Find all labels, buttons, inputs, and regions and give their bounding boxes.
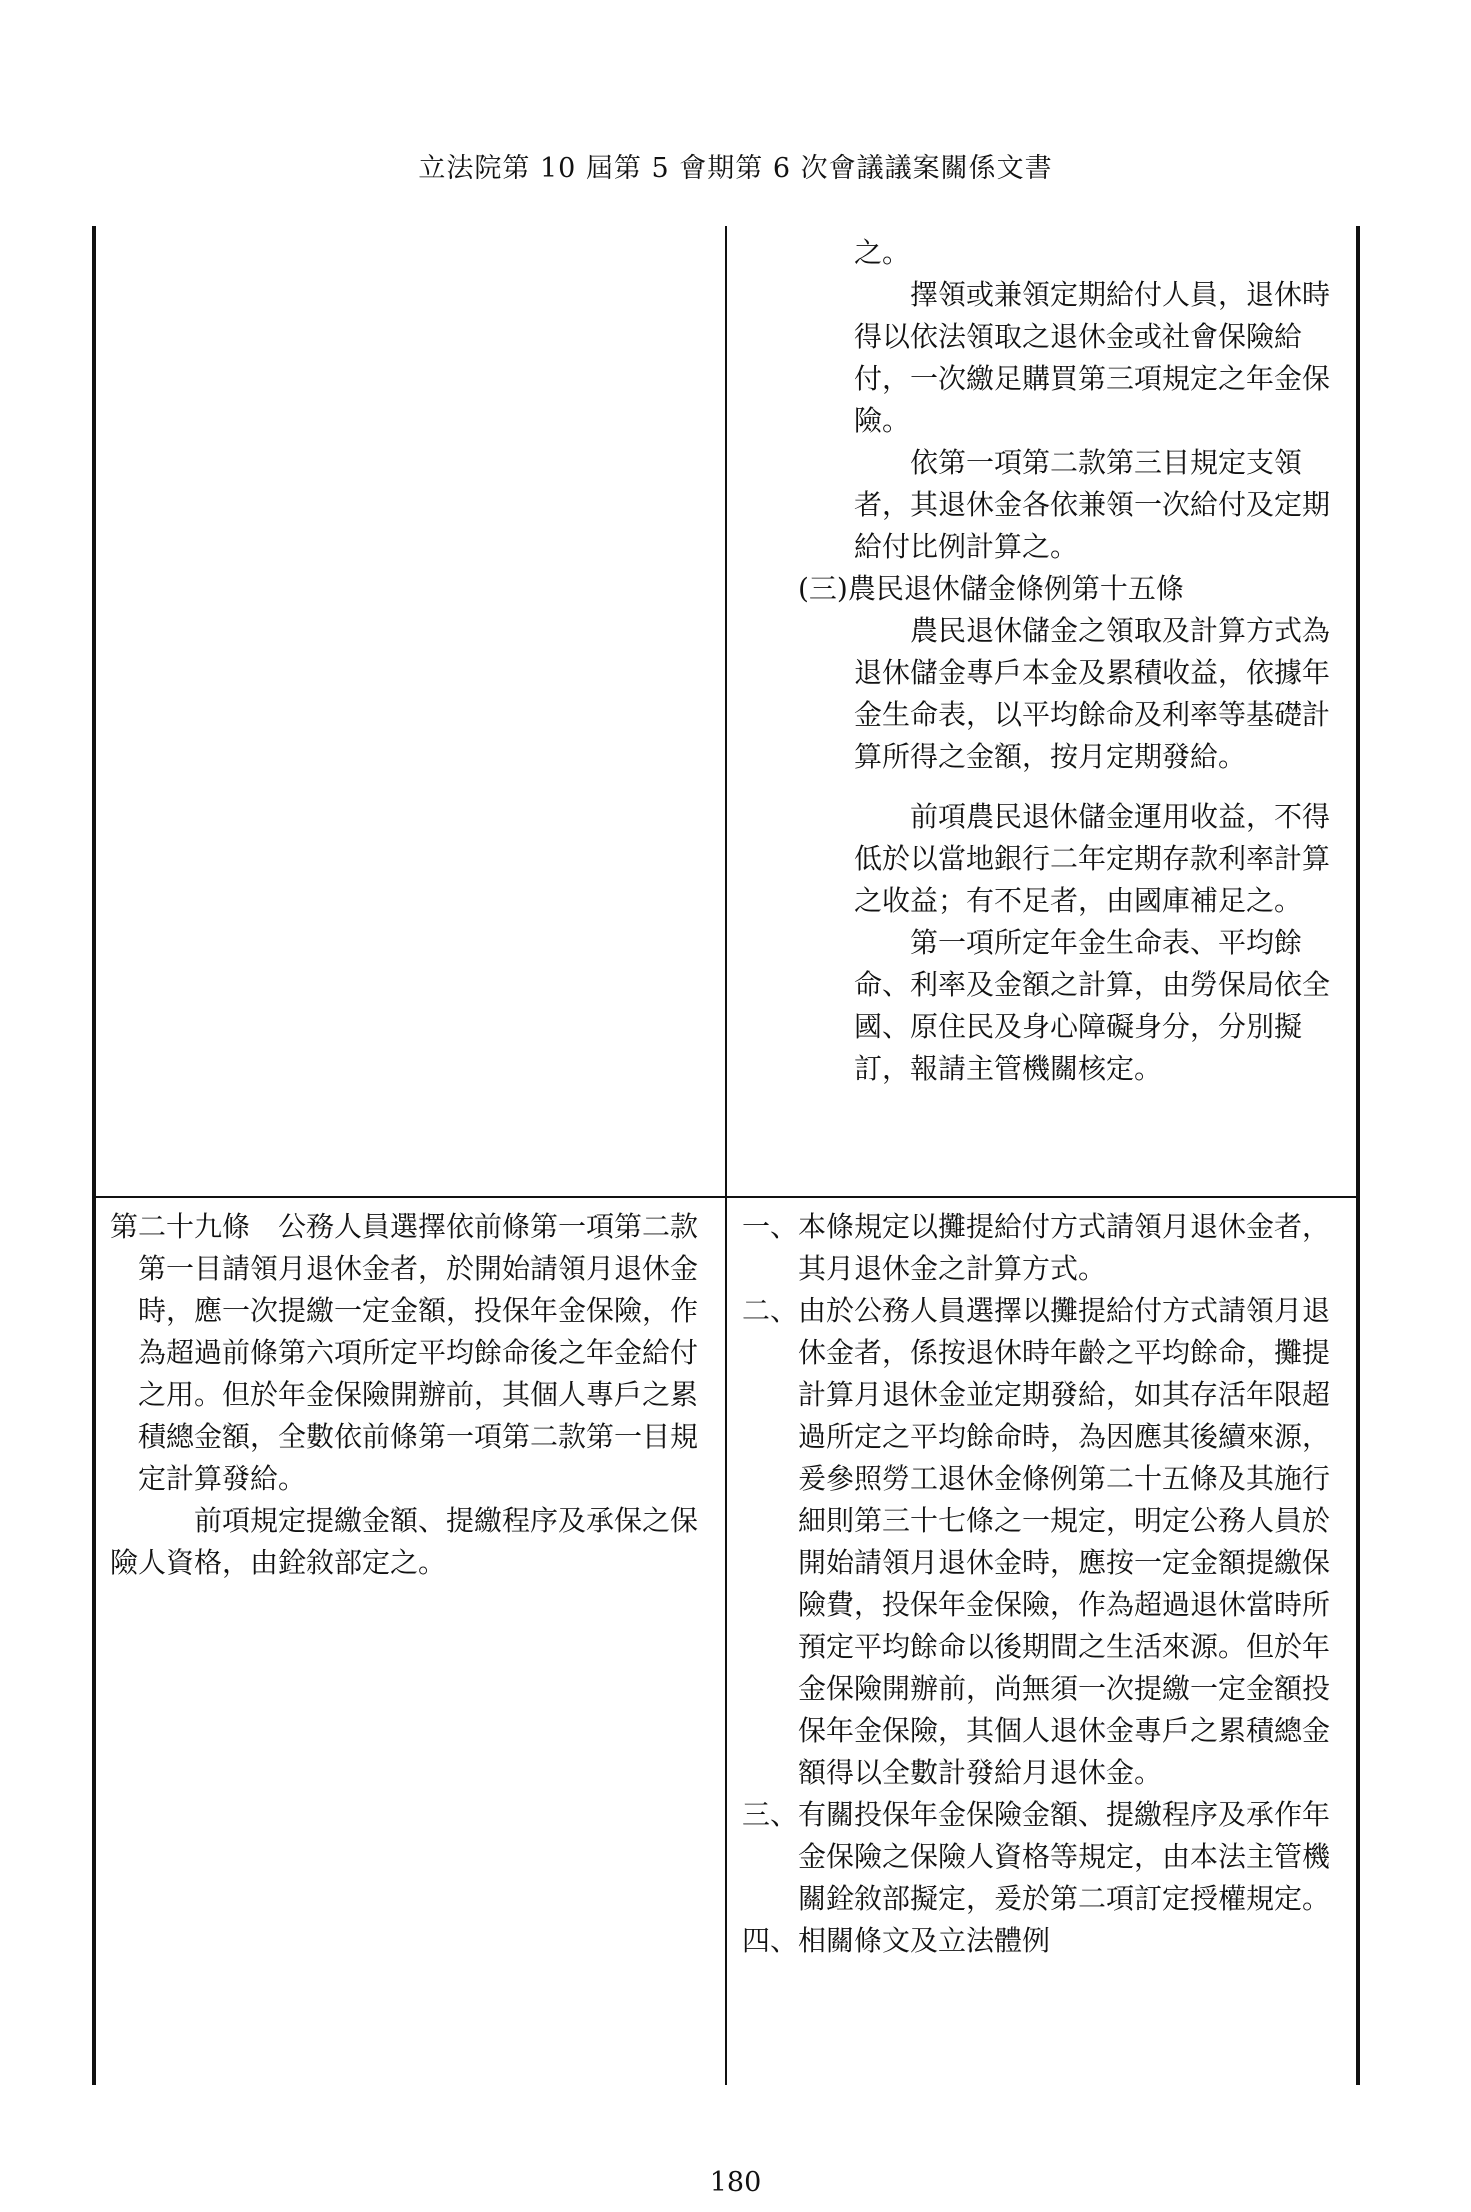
page-number: 180 [709,2167,762,2198]
row-divider [92,1196,1360,1198]
row2-right-cell [742,1206,1342,1962]
table-right-border [1356,226,1360,2085]
page-header: 立法院第 10 屆第 5 會期第 6 次會議議案關係文書 [418,153,1053,184]
explanation-item-1: 一、本條規定以攤提給付方式請領月退休金者，其月退休金之計算方式。 [742,1210,1331,1285]
paragraph: 第一項所定年金生命表、平均餘命、利率及金額之計算，由勞保局依全國、原住民及身心障礙身分，分別擬訂，報請主管機關核定。 [854,926,1331,1085]
table-left-border [92,226,96,2085]
article-text: 第二十九條 公務人員選擇依前條第一項第二款第一目請領月退休金者，於開始請領月退休金時，應一次提繳一定金額，投保年金保險，作為超過前條第六項所定平均餘命後之年金給付之用。但於年金保險開辦前，其個人專戶之累積總金額，全數依前條第一項第二款第一目規定計算發給。 [110,1210,699,1495]
paragraph: 擇領或兼領定期給付人員，退休時得以依法領取之退休金或社會保險給付，一次繳足購買第三項規定之年金保險。 [854,278,1331,437]
comparison-table [92,226,1360,2085]
paragraph: 前項農民退休儲金運用收益，不得低於以當地銀行二年定期存款利率計算之收益；有不足者，由國庫補足之。 [854,800,1331,917]
table-middle-divider [725,226,727,2085]
row2-left-cell [110,1206,710,1584]
explanation-item-3: 三、有關投保年金保險金額、提繳程序及承作年金保險之保險人資格等規定，由本法主管機關銓敘部擬定，爰於第二項訂定授權規定。 [742,1798,1331,1915]
continuation-text: 之。 [854,236,911,269]
explanation-item-2: 二、由於公務人員選擇以攤提給付方式請領月退休金者，係按退休時年齡之平均餘命，攤提計算月退休金並定期發給，如其存活年限超過所定之平均餘命時，為因應其後續來源，爰參照勞工退休金條例第二十五條及其施行細則第三十七條之一規定，明定公務人員於開始請領月退休金時，應按一定金額提繳保險費，投保年金保險，作為超過退休當時所預定平均餘命以後期間之生活來源。但於年金保險開辦前，尚無須一次提繳一定金額投保年金保險，其個人退休金專戶之累積總金額得以全數計發給月退休金。 [742,1294,1331,1789]
paragraph: 依第一項第二款第三目規定支領者，其退休金各依兼領一次給付及定期給付比例計算之。 [854,446,1331,563]
explanation-item-4: 四、相關條文及立法體例 [742,1924,1051,1957]
row1-right-cell [742,232,1342,1090]
sub-heading: (三)農民退休儲金條例第十五條 [798,572,1184,605]
paragraph: 農民退休儲金之領取及計算方式為退休儲金專戶本金及累積收益，依據年金生命表，以平均餘命及利率等基礎計算所得之金額，按月定期發給。 [854,614,1331,773]
article-paragraph: 前項規定提繳金額、提繳程序及承保之保險人資格，由銓敘部定之。 [110,1504,699,1579]
